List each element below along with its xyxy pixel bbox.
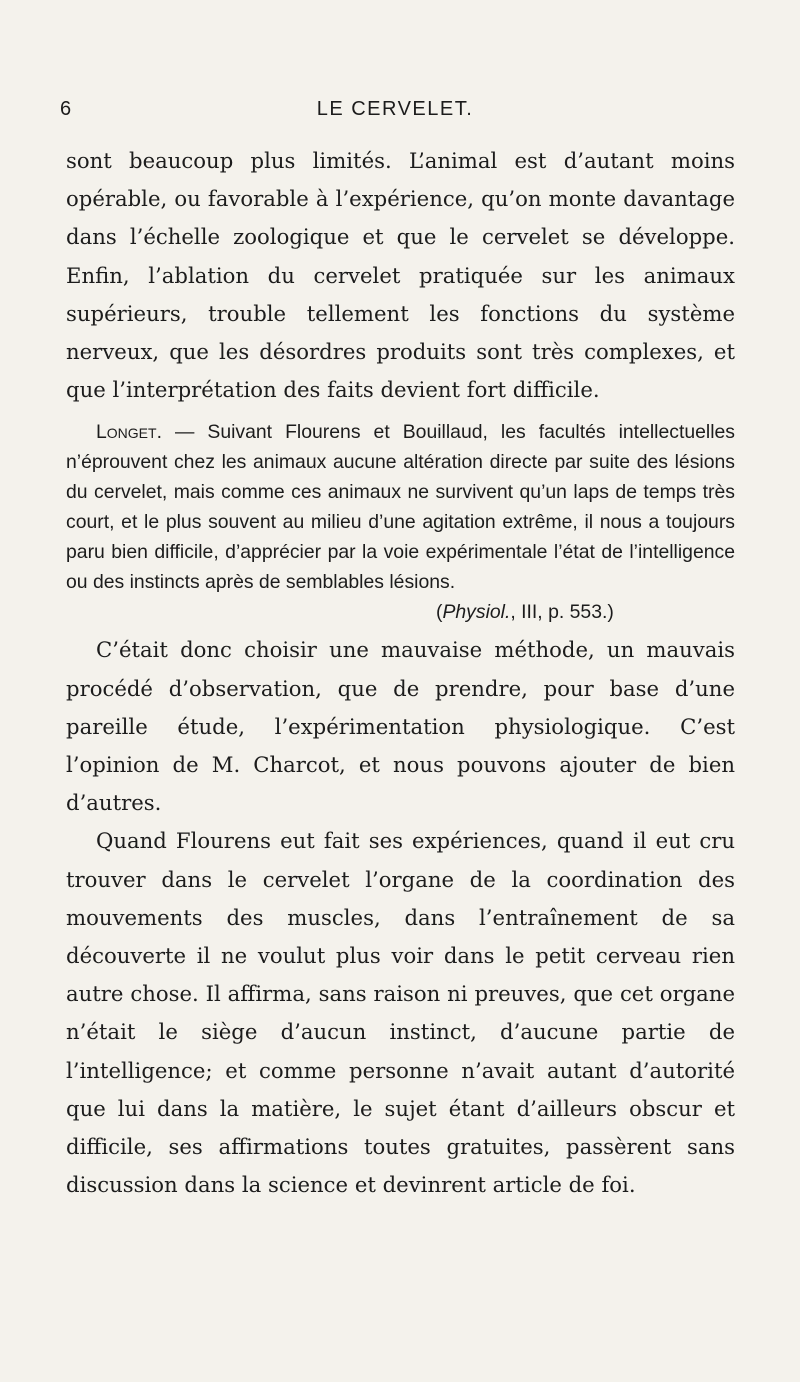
running-title: LE CERVELET.: [316, 98, 474, 120]
page-header: [60, 98, 730, 132]
citation: [66, 597, 735, 627]
page-number: 6: [60, 98, 72, 120]
quote-author: Longet.: [96, 421, 162, 444]
citation-open: (: [436, 601, 443, 624]
page-body: [66, 142, 735, 1204]
paragraph-1: sont beaucoup plus limités. L’animal est d’autant moins opérable, ou favorable à l’expérience, qu’on monte davantage dans l’échelle zoologique et que le cervelet se développe. Enfin, l’ablation du cervelet pratiquée sur les animaux supérieurs, trouble tellement les fonctions du système nerveux, que les désordres produits sont très complexes, et que l’interprétation des faits devient fort difficile.: [66, 148, 735, 403]
quote-text: — Suivant Flourens et Bouillaud, les facultés intellectuelles n’éprouvent chez les animaux aucune altération directe par suite des lésions du cervelet, mais comme ces animaux ne survivent qu’un laps de temps très court, et le plus souvent au milieu d’une agitation extrême, il nous a toujours paru bien difficile, d’apprécier par la voie expérimentale l’état de l’intelligence ou des instincts après de semblables lésions.: [66, 421, 735, 594]
paragraph-3: Quand Flourens eut fait ses expériences, quand il eut cru trouver dans le cervelet l’organe de la coordination des mouvements des muscles, dans l’entraînement de sa découverte il ne voulut plus voir dans le petit cerveau rien autre chose. Il affirma, sans raison ni preuves, que cet organe n’était le siège d’aucun instinct, d’aucune partie de l’intelligence; et comme personne n’avait autant d’autorité que lui dans la matière, le sujet étant d’ailleurs obscur et difficile, ses affirmations toutes gratuites, passèrent sans discussion dans la science et devinrent article de foi.: [66, 828, 735, 1198]
citation-rest: , III, p. 553.): [510, 601, 614, 624]
citation-work: Physiol.: [442, 601, 511, 624]
paragraph-2: C’était donc choisir une mauvaise méthode, un mauvais procédé d’observation, que de prendre, pour base d’une pareille étude, l’expérimentation physiologique. C’est l’opinion de M. Charcot, et nous pouvons ajouter de bien d’autres.: [66, 637, 735, 816]
longet-quote: [66, 417, 735, 597]
